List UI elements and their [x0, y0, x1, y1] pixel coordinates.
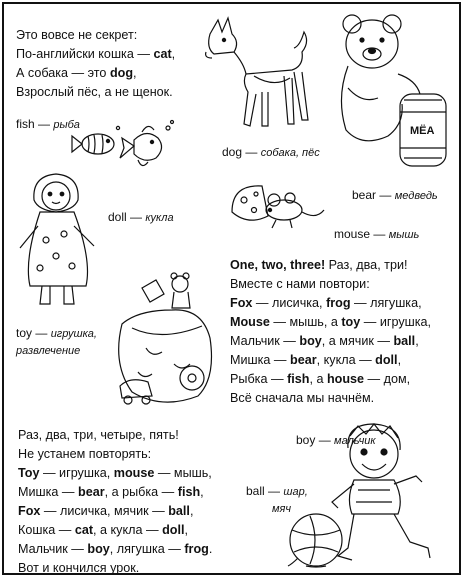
caption-mouse: mouse — мышь — [334, 227, 420, 241]
poem-intro-line-2: По-английски кошка — cat, — [16, 47, 176, 61]
bear-illustration — [332, 8, 458, 180]
caption-fish: fish — рыба — [16, 117, 80, 131]
barrel-label: MËA — [410, 125, 435, 137]
poem-count-three-line-4: Mouse — мышь, а toy — игрушка, — [230, 315, 432, 329]
caption-boy: boy — мальчик — [296, 433, 376, 447]
poem-count-three-line-3: Fox — лисичка, frog — лягушка, — [230, 296, 422, 310]
toy-sack-illustration — [112, 268, 220, 412]
poem-count-five-line-8: Вот и кончился урок. — [18, 561, 140, 575]
poem-count-three-line-6: Мишка — bear, кукла — doll, — [230, 353, 402, 367]
poem-count-three — [230, 256, 431, 408]
poem-count-three-line-1: One, two, three! Раз, два, три! — [230, 258, 408, 272]
poem-intro-line-4: Взрослый пёс, а не щенок. — [16, 85, 173, 99]
dog-illustration — [204, 12, 316, 142]
fish-illustration — [72, 118, 180, 174]
poem-intro-line-3: А собака — это dog, — [16, 66, 137, 80]
poem-count-three-line-8: Всё сначала мы начнём. — [230, 391, 375, 405]
caption-ball: ball — шар, мяч — [246, 484, 308, 515]
ball-illustration — [286, 510, 348, 570]
poem-count-three-line-5: Мальчик — boy, а мячик — ball, — [230, 334, 419, 348]
poem-count-five-line-3: Toy — игрушка, mouse — мышь, — [18, 466, 212, 480]
mouse-illustration — [228, 180, 328, 236]
poem-intro — [16, 26, 175, 102]
poem-count-five — [18, 426, 212, 578]
poem-count-three-line-7: Рыбка — fish, а house — дом, — [230, 372, 411, 386]
poem-count-three-line-2: Вместе с нами повтори: — [230, 277, 370, 291]
poem-count-five-line-7: Мальчик — boy, лягушка — frog. — [18, 542, 213, 556]
poem-count-five-line-6: Кошка — cat, а кукла — doll, — [18, 523, 188, 537]
doll-illustration — [16, 170, 106, 310]
poem-count-five-line-2: Не устанем повторять: — [18, 447, 152, 461]
poem-count-five-line-4: Мишка — bear, а рыбка — fish, — [18, 485, 204, 499]
caption-toy: toy — игрушка, развлечение — [16, 326, 97, 357]
caption-dog: dog — собака, пёс — [222, 145, 320, 159]
caption-bear: bear — медведь — [352, 188, 438, 202]
poem-count-five-line-1: Раз, два, три, четыре, пять! — [18, 428, 179, 442]
poem-count-five-line-5: Fox — лисичка, мячик — ball, — [18, 504, 194, 518]
caption-doll: doll — кукла — [108, 210, 174, 224]
poem-intro-line-1: Это вовсе не секрет: — [16, 28, 138, 42]
